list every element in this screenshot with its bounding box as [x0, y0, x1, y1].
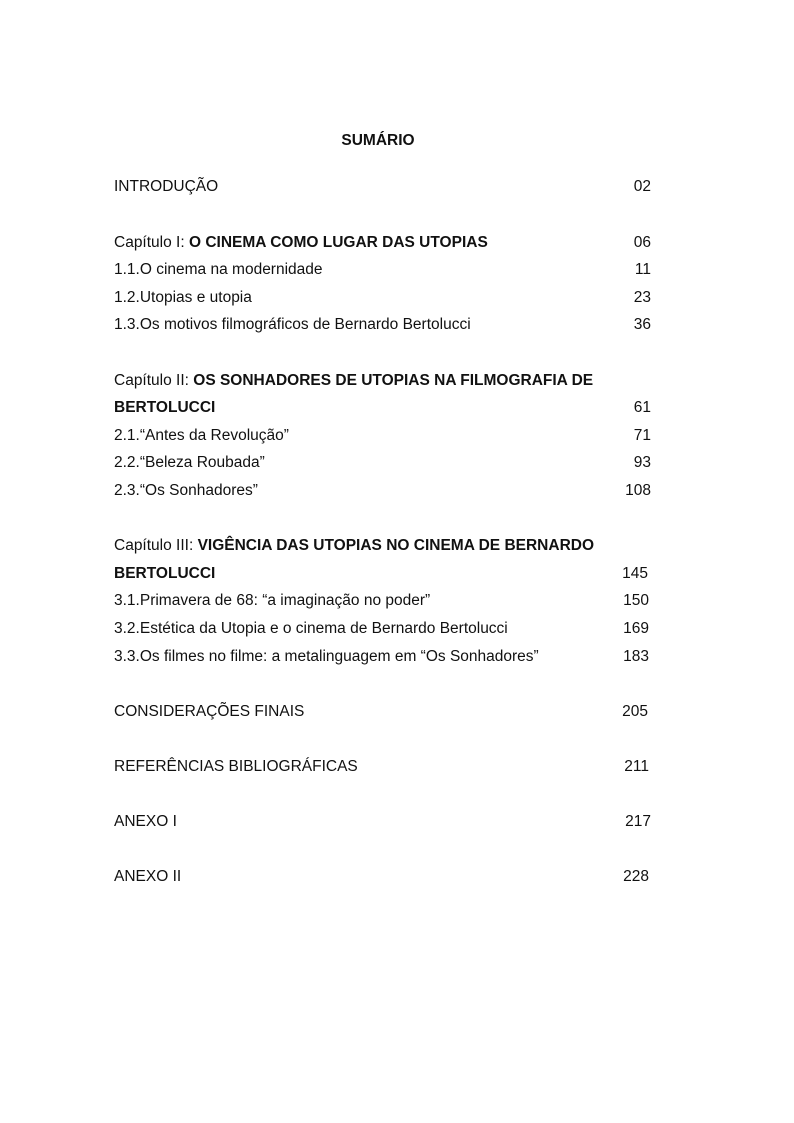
- toc-label: 1.1.O cinema na modernidade: [114, 261, 323, 278]
- toc-page: 145: [622, 565, 648, 582]
- toc-entry-references: [114, 756, 651, 778]
- toc-entry-chapter-3: [114, 535, 651, 557]
- toc-page: 211: [624, 758, 649, 775]
- chapter-prefix: Capítulo I:: [114, 234, 189, 251]
- toc-entry-section: [114, 618, 651, 640]
- chapter-title: VIGÊNCIA DAS UTOPIAS NO CINEMA DE BERNARDO: [197, 537, 595, 554]
- toc-label: 1.2.Utopias e utopia: [114, 289, 252, 306]
- toc-page: 217: [625, 813, 651, 830]
- chapter-title: O CINEMA COMO LUGAR DAS UTOPIAS: [188, 234, 488, 251]
- toc-entry-section: [114, 287, 651, 309]
- chapter-title-cont: BERTOLUCCI: [114, 399, 216, 416]
- toc-entry-final-considerations: [114, 701, 651, 723]
- toc-page: 228: [623, 868, 649, 885]
- toc-page: 61: [633, 399, 651, 416]
- chapter-prefix: Capítulo II:: [114, 372, 194, 389]
- toc-page: 71: [633, 427, 651, 444]
- toc-entry-section: [114, 646, 651, 668]
- toc-page: 11: [634, 261, 651, 278]
- chapter-title: OS SONHADORES DE UTOPIAS NA FILMOGRAFIA DE: [193, 372, 594, 389]
- toc-label: INTRODUÇÃO: [114, 178, 219, 195]
- toc-page: 205: [622, 703, 648, 720]
- toc-label: REFERÊNCIAS BIBLIOGRÁFICAS: [114, 758, 358, 775]
- toc-entry-section: [114, 425, 651, 447]
- toc-label: 3.3.Os filmes no filme: a metalinguagem em “Os Sonhadores”: [114, 648, 539, 665]
- toc-label: 2.1.“Antes da Revolução”: [114, 427, 289, 444]
- toc-label: ANEXO I: [114, 813, 177, 830]
- chapter-prefix: Capítulo III:: [114, 537, 198, 554]
- toc-page: 108: [625, 482, 651, 499]
- toc-page: 02: [633, 178, 651, 195]
- toc-page: 169: [623, 620, 649, 637]
- toc-label: 2.2.“Beleza Roubada”: [114, 454, 265, 471]
- toc-label: ANEXO II: [114, 868, 182, 885]
- toc-page: 06: [633, 234, 651, 251]
- toc-entry-section: [114, 480, 651, 502]
- toc-entry-chapter-3-cont: [114, 563, 651, 585]
- toc-entry-annex-1: [114, 811, 651, 833]
- toc-entry-section: [114, 590, 651, 612]
- toc-label: 2.3.“Os Sonhadores”: [114, 482, 258, 499]
- toc-entry-chapter-2-cont: [114, 397, 651, 419]
- toc-entry-section: [114, 314, 651, 336]
- toc-page: 23: [633, 289, 651, 306]
- toc-entry-introduction: [114, 176, 651, 198]
- toc-label: CONSIDERAÇÕES FINAIS: [114, 703, 305, 720]
- toc-entry-annex-2: [114, 866, 651, 888]
- toc-label: 1.3.Os motivos filmográficos de Bernardo Bertolucci: [114, 316, 471, 333]
- page-title: SUMÁRIO: [341, 132, 415, 149]
- toc-label: 3.2.Estética da Utopia e o cinema de Bernardo Bertolucci: [114, 620, 508, 637]
- toc-page: 36: [633, 316, 651, 333]
- toc-label: 3.1.Primavera de 68: “a imaginação no poder”: [114, 592, 431, 609]
- toc-entry-section: [114, 452, 651, 474]
- toc-entry-chapter-2: [114, 370, 651, 392]
- toc-entry-chapter-1: [114, 232, 651, 254]
- toc-page: 183: [623, 648, 649, 665]
- toc-entry-section: [114, 259, 651, 281]
- toc-page: 93: [633, 454, 651, 471]
- toc-page: 150: [623, 592, 649, 609]
- chapter-title-cont: BERTOLUCCI: [114, 565, 216, 582]
